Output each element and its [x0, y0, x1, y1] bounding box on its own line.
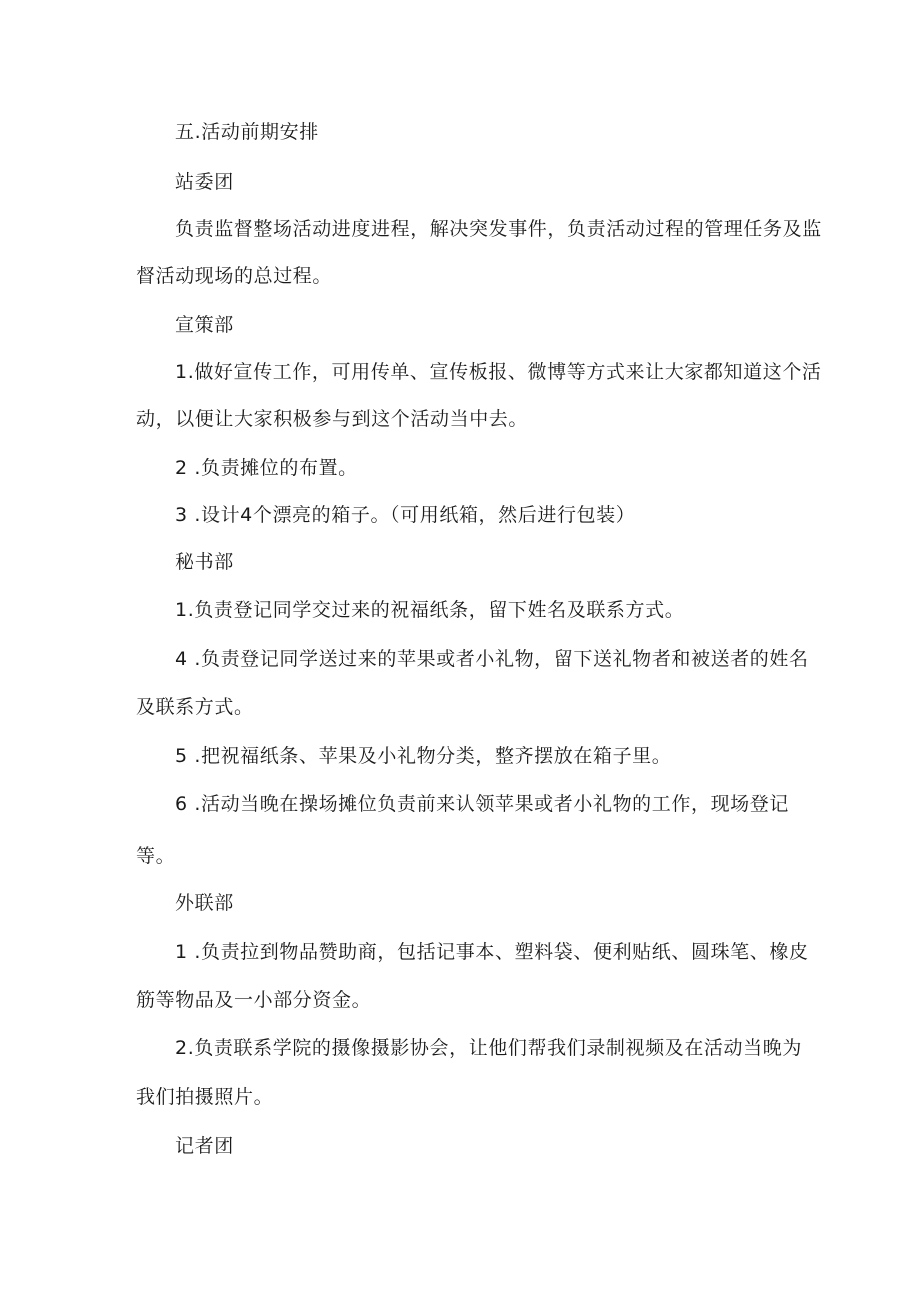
paragraph-line: 1.做好宣传工作，可用传单、宣传板报、微博等方式来让大家都知道这个活	[175, 361, 822, 383]
paragraph-line: 6 .活动当晚在操场摊位负责前来认领苹果或者小礼物的工作，现场登记	[175, 793, 789, 815]
paragraph-line: 4 .负责登记同学送过来的苹果或者小礼物，留下送礼物者和被送者的姓名	[175, 648, 809, 670]
paragraph-line: 5 .把祝福纸条、苹果及小礼物分类，整齐摆放在箱子里。	[175, 745, 672, 767]
section-heading: 站委团	[175, 171, 234, 193]
paragraph-line: 我们拍摄照片。	[136, 1086, 274, 1108]
paragraph-line: 等。	[136, 845, 176, 867]
paragraph-line: 1.负责登记同学交过来的祝福纸条，留下姓名及联系方式。	[175, 599, 685, 621]
paragraph-line: 动，以便让大家积极参与到这个活动当中去。	[136, 408, 529, 430]
section-heading: 宣策部	[175, 314, 234, 336]
paragraph-line: 3 .设计4个漂亮的箱子。（可用纸箱，然后进行包装）	[175, 504, 636, 526]
paragraph-line: 督活动现场的总过程。	[136, 265, 333, 287]
section-title: 五.活动前期安排	[175, 121, 319, 143]
paragraph-line: 负责监督整场活动进度进程，解决突发事件，负责活动过程的管理任务及监	[175, 218, 822, 240]
paragraph-line: 2.负责联系学院的摄像摄影协会，让他们帮我们录制视频及在活动当晚为	[175, 1037, 802, 1059]
paragraph-line: 2 .负责摊位的布置。	[175, 457, 358, 479]
paragraph-line: 1 .负责拉到物品赞助商，包括记事本、塑料袋、便利贴纸、圆珠笔、橡皮	[175, 941, 809, 963]
paragraph-line: 及联系方式。	[136, 696, 254, 718]
section-heading: 秘书部	[175, 551, 234, 573]
paragraph-line: 筋等物品及一小部分资金。	[136, 989, 372, 1011]
section-heading: 外联部	[175, 892, 234, 914]
section-heading: 记者团	[175, 1135, 234, 1157]
